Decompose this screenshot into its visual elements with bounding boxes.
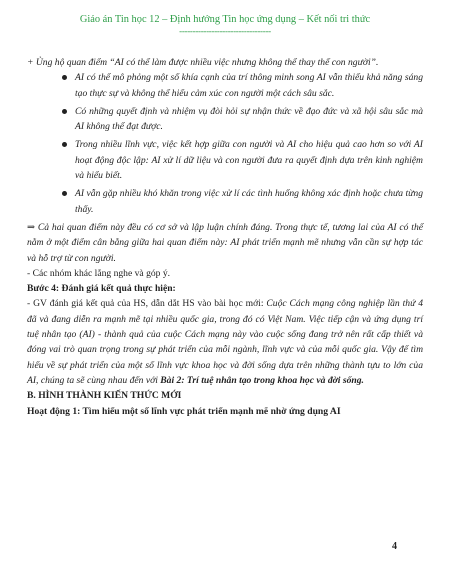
list-item bbox=[27, 186, 423, 217]
lesson-title: Bài 2: Trí tuệ nhân tạo trong khoa học và đời sống. bbox=[160, 374, 364, 386]
list-item-text: Có những quyết định và nhiệm vụ đòi hỏi sự nhận thức về đạo đức và xã hội sâu sắc mà AI không thể đạt được. bbox=[75, 105, 423, 133]
page-header bbox=[0, 13, 450, 36]
list-item-text: AI vẫn gặp nhiều khó khăn trong việc xử lí các tình huống không xác định hoặc chưa từng thấy. bbox=[75, 188, 423, 215]
argument-list bbox=[27, 70, 423, 217]
list-item-text: AI có thể mô phỏng một số khía cạnh của trí thông minh song AI vẫn thiếu khả năng sáng tạo thực sự và không thể hiểu cảm xúc con người một cách sâu sắc. bbox=[75, 72, 423, 99]
list-item bbox=[27, 70, 423, 101]
list-item bbox=[27, 104, 423, 135]
list-item-text: Trong nhiều lĩnh vực, việc kết hợp giữa con người và AI cho hiệu quả cao hơn so với AI hoạt động độc lập: AI xử lí dữ liệu và con người đưa ra quyết định dựa trên kinh nghiệm và hiểu biết. bbox=[75, 139, 423, 182]
step4-heading: Bước 4: Đánh giá kết quả thực hiện: bbox=[27, 283, 176, 295]
header-rule: ---------------------------------- bbox=[179, 26, 271, 36]
header-title: Giáo án Tin học 12 – Định hướng Tin học ứng dụng – Kết nối tri thức bbox=[79, 14, 371, 25]
page-number: 4 bbox=[392, 541, 397, 552]
section-heading: B. HÌNH THÀNH KIẾN THỨC MỚI bbox=[27, 390, 182, 402]
bullet-icon bbox=[62, 109, 67, 114]
list-item bbox=[27, 137, 423, 183]
step4-italic-text: Cuộc Cách mạng công nghiệp lần thứ 4 đã và đang diễn ra mạnh mẽ tại nhiều quốc gia, trong đó có Việt Nam. Việc tiếp cận và ứng dụng trí tuệ nhân tạo (AI) - thành quả của cuộc Cách mạng này vào cuộc sống đang trở nên rất cấp thiết và đóng vai trò quan trọng trong sự phát triển của mỗi ngành, lĩnh vực và của mỗi quốc gia. Vậy để tìm hiểu về sự phát triển của một số lĩnh vực khoa học và đời sống dựa trên những thành tựu to lớn của AI, chúng ta sẽ cùng nhau đến với bbox=[27, 298, 424, 386]
bullet-icon bbox=[62, 75, 67, 80]
page-content bbox=[27, 55, 423, 419]
support-view-intro: + Ủng hộ quan điểm “AI có thể làm được nhiều việc nhưng không thể thay thế con người”. bbox=[27, 57, 379, 68]
activity-heading: Hoạt động 1: Tìm hiểu một số lĩnh vực phát triển mạnh mẽ nhờ ứng dụng AI bbox=[27, 405, 341, 417]
other-groups-note: - Các nhóm khác lắng nghe và góp ý. bbox=[27, 267, 171, 279]
conclusion-paragraph: ⇒ Cả hai quan điểm này đều có cơ sở và lập luận chính đáng. Trong thực tế, tương lai của AI có thể nằm ở một điểm cân bằng giữa hai quan điểm này: AI phát triển mạnh mẽ nhưng vẫn cần sự hợp tác và hỗ trợ từ con người. bbox=[27, 221, 423, 264]
step4-paragraph bbox=[27, 296, 423, 388]
bullet-icon bbox=[62, 142, 67, 147]
step4-lead-text: - GV đánh giá kết quả của HS, dẫn dắt HS vào bài học mới: bbox=[27, 298, 267, 310]
bullet-icon bbox=[62, 191, 67, 196]
